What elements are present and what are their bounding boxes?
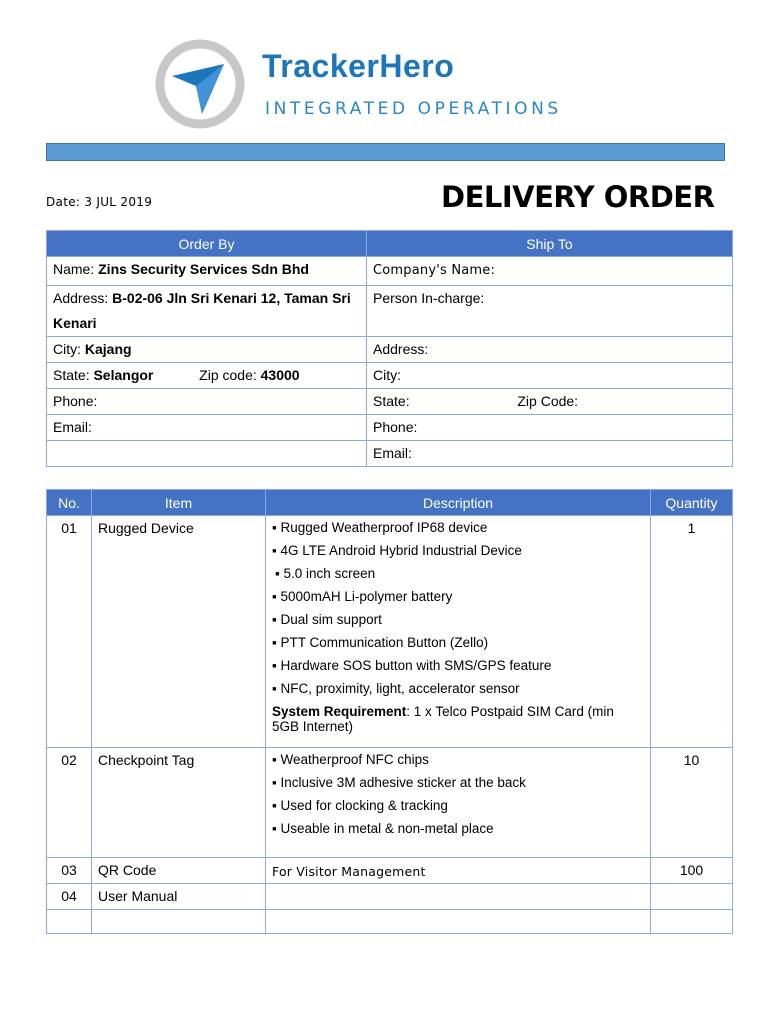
requirement-label: System Requirement [272,704,407,719]
items-header-row [47,490,733,516]
system-requirement [272,700,644,734]
bullet-item: ▪ Hardware SOS button with SMS/GPS feature [272,658,552,673]
row-quantity [651,910,733,934]
bullet-item: ▪ Rugged Weatherproof IP68 device [272,520,488,535]
table-row [47,748,733,858]
bullet-item: ▪ Dual sim support [272,612,382,627]
row-no: 04 [47,884,92,910]
requirement-text: : 1 x Telco Postpaid SIM Card (min 5GB Internet) [272,704,614,734]
order-by-header: Order By [47,231,367,257]
table-row [47,910,733,934]
zip-label: Zip code: [199,367,261,383]
no-header: No. [47,490,92,516]
row-item [92,910,266,934]
ship-to-email [367,441,733,467]
row-quantity: 100 [651,858,733,884]
trackerhero-logo [152,36,622,132]
row-item: User Manual [92,884,266,910]
order-by-address [47,286,367,337]
state-value: Selangor [93,367,154,383]
row-item: Checkpoint Tag [92,748,266,858]
ship-address-label: Address: [373,341,429,357]
header-divider-bar [46,143,725,161]
brand-tagline: INTEGRATED OPERATIONS [265,99,562,119]
name-label: Name: [53,261,99,277]
bullet-item: ▪ Used for clocking & tracking [272,798,448,813]
bullet-item: ▪ NFC, proximity, light, accelerator sensor [272,681,520,696]
ship-to-company [367,257,733,286]
address-row [47,441,733,467]
city-value: Kajang [84,341,132,357]
ship-to-header: Ship To [367,231,733,257]
row-no [47,910,92,934]
brand-name: TrackerHero [262,48,455,84]
ship-to-address [367,337,733,363]
order-by-empty [47,441,367,467]
table-row [47,858,733,884]
bullet-item: ▪ 5000mAH Li-polymer battery [272,589,453,604]
company-label: Company's Name: [373,263,496,278]
row-no: 02 [47,748,92,858]
email-label: Email: [53,419,92,435]
row-no: 03 [47,858,92,884]
person-label: Person In-charge: [373,290,485,306]
address-row [47,337,733,363]
phone-label: Phone: [53,393,98,409]
logo-compass-icon [152,36,252,132]
address-row [47,415,733,441]
ship-city-label: City: [373,367,401,383]
order-date: Date: 3 JUL 2019 [46,195,153,209]
quantity-header: Quantity [651,490,733,516]
ship-to-person [367,286,733,337]
ship-to-state-zip [367,389,733,415]
address-row [47,257,733,286]
state-label: State: [53,367,94,383]
ship-phone-label: Phone: [373,419,418,435]
bullet-item: ▪ 5.0 inch screen [275,566,376,581]
order-by-name [47,257,367,286]
row-description [266,516,651,748]
row-description: For Visitor Management [266,858,651,884]
bullet-item: ▪ Inclusive 3M adhesive sticker at the back [272,775,526,790]
address-row [47,363,733,389]
city-label: City: [53,341,85,357]
row-description [266,748,651,858]
description-header: Description [266,490,651,516]
row-quantity: 10 [651,748,733,858]
row-description [266,910,651,934]
ship-zip-label: Zip Code: [517,393,579,409]
table-row [47,516,733,748]
order-by-phone [47,389,367,415]
item-header: Item [92,490,266,516]
bullet-item: ▪ PTT Communication Button (Zello) [272,635,489,650]
ship-email-label: Email: [373,445,412,461]
row-description [266,884,651,910]
ship-to-city [367,363,733,389]
table-row [47,884,733,910]
row-item: QR Code [92,858,266,884]
address-table [46,230,733,467]
address-row [47,389,733,415]
row-quantity: 1 [651,516,733,748]
bullet-item: ▪ Useable in metal & non-metal place [272,821,494,836]
row-no: 01 [47,516,92,748]
ship-state-label: State: [373,393,410,409]
order-by-email [47,415,367,441]
ship-to-phone [367,415,733,441]
address-row [47,286,733,337]
address-label: Address: [53,290,113,306]
zip-value: 43000 [260,367,300,383]
address-value: B-02-06 Jln Sri Kenari 12, Taman Sri Kenari [53,290,351,331]
document-title: DELIVERY ORDER [441,180,715,214]
bullet-item: ▪ Weatherproof NFC chips [272,752,429,767]
order-by-city [47,337,367,363]
items-table [46,489,733,934]
bullet-item: ▪ 4G LTE Android Hybrid Industrial Device [272,543,522,558]
row-quantity [651,884,733,910]
row-item: Rugged Device [92,516,266,748]
order-by-state-zip [47,363,367,389]
name-value: Zins Security Services Sdn Bhd [98,261,309,277]
address-header-row [47,231,733,257]
